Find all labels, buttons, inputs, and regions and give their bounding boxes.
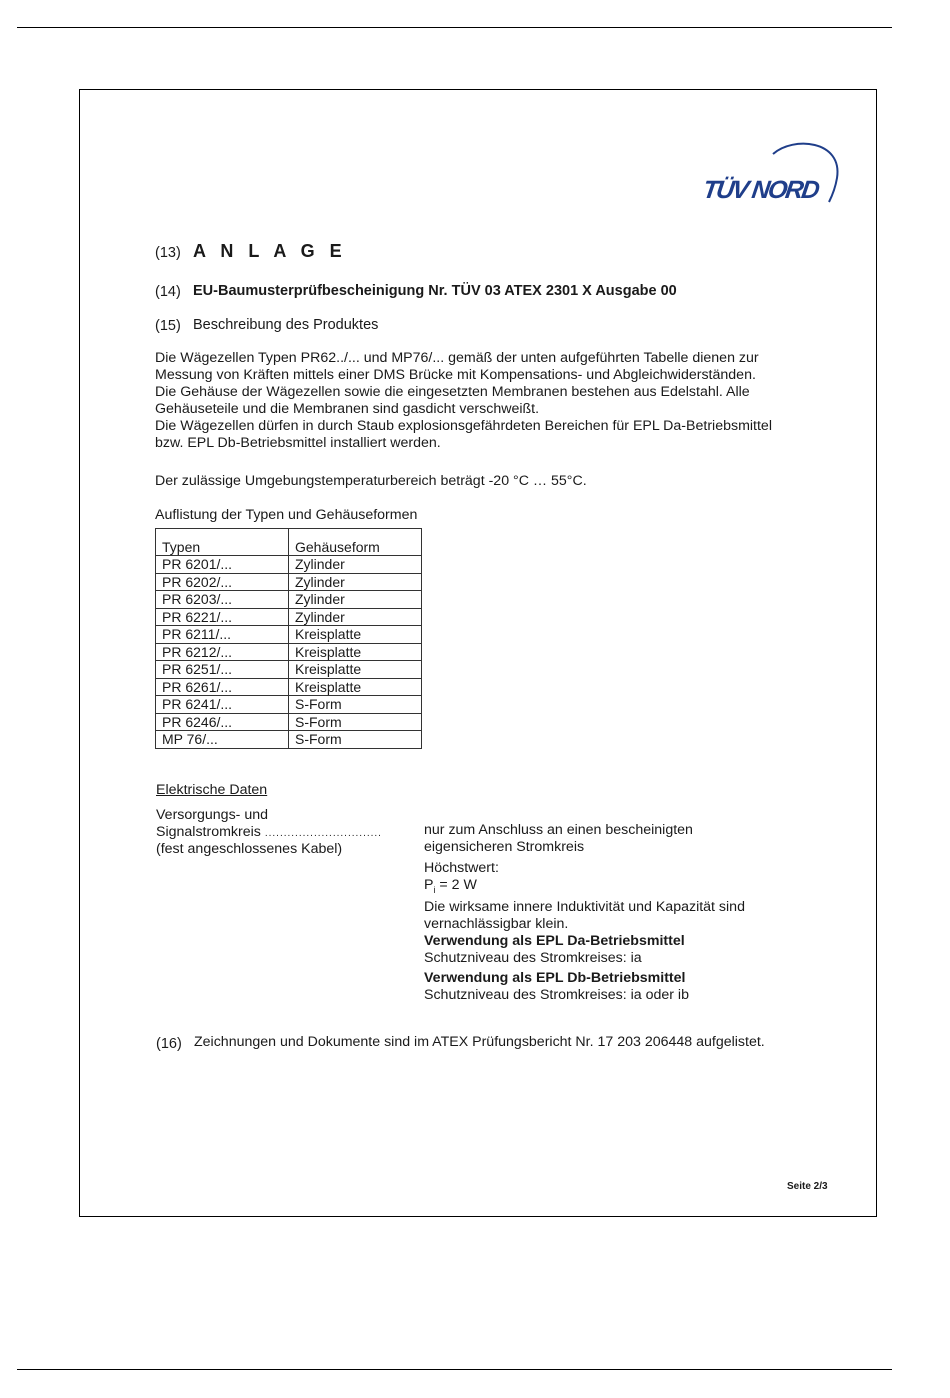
- table-row: [156, 713, 422, 731]
- table-cell: PR 6203/...: [156, 591, 289, 609]
- tuv-nord-logo: [703, 140, 843, 210]
- da-title: Verwendung als EPL Da-Betriebsmittel: [424, 932, 685, 949]
- max-label: Höchstwert:: [424, 860, 499, 876]
- table-cell: PR 6212/...: [156, 643, 289, 661]
- section14-title: EU-Baumusterprüfbescheinigung Nr. TÜV 03 ATEX 2301 X Ausgabe 00: [193, 283, 677, 299]
- value-line: eigensicheren Stromkreis: [424, 839, 585, 855]
- table-cell: PR 6201/...: [156, 556, 289, 574]
- section13-title: A N L A G E: [193, 241, 347, 261]
- table-cell: S-Form: [289, 713, 422, 731]
- value-line: nur zum Anschluss an einen bescheinigten: [424, 822, 693, 838]
- table-row: [156, 591, 422, 609]
- section15-number: (15): [155, 318, 181, 334]
- table-row: [156, 573, 422, 591]
- db-title: Verwendung als EPL Db-Betriebsmittel: [424, 969, 686, 986]
- table-row: [156, 696, 422, 714]
- table-row: [156, 678, 422, 696]
- section16-number: (16): [156, 1036, 182, 1052]
- temperature-text: Der zulässige Umgebungstemperaturbereich beträgt -20 °C … 55°C.: [155, 473, 587, 489]
- table-row: [156, 661, 422, 679]
- table-cell: Kreisplatte: [289, 626, 422, 644]
- table-cell: Zylinder: [289, 591, 422, 609]
- electrical-label-line2: [156, 824, 382, 842]
- table-cell: Zylinder: [289, 556, 422, 574]
- description-line: Die Wägezellen dürfen in durch Staub explosionsgefährdeten Bereichen für EPL Da-Betriebsmittel: [155, 418, 772, 434]
- table-row: [156, 556, 422, 574]
- table-cell: S-Form: [289, 731, 422, 749]
- power-subscript: i: [433, 884, 436, 895]
- electrical-label-line3: (fest angeschlossenes Kabel): [156, 841, 343, 857]
- bottom-rule: [17, 1369, 892, 1370]
- description-line: Gehäuseteile und die Membranen sind gasdicht verschweißt.: [155, 401, 540, 417]
- table-cell: Zylinder: [289, 608, 422, 626]
- power-symbol: P: [424, 877, 434, 893]
- table-cell: Kreisplatte: [289, 678, 422, 696]
- section13-number: (13): [155, 245, 181, 261]
- section15-title: Beschreibung des Produktes: [193, 317, 379, 333]
- db-level: Schutzniveau des Stromkreises: ia oder ib: [424, 986, 689, 1003]
- description-line: Die Wägezellen Typen PR62../... und MP76/... gemäß der unten aufgeführten Tabelle dienen zur: [155, 350, 759, 366]
- description-line: Die Gehäuse der Wägezellen sowie die eingesetzten Membranen bestehen aus Edelstahl. Alle: [155, 384, 750, 400]
- logo-text: TÜV NORD: [701, 176, 820, 204]
- table-cell: PR 6246/...: [156, 713, 289, 731]
- section14-number: (14): [155, 284, 181, 300]
- table-header-cell: Gehäuseform: [289, 529, 422, 556]
- electrical-label-line1: Versorgungs- und: [156, 807, 268, 823]
- power-amount: = 2 W: [435, 877, 477, 893]
- table-cell: Zylinder: [289, 573, 422, 591]
- da-level: Schutzniveau des Stromkreises: ia: [424, 949, 642, 966]
- table-cell: PR 6221/...: [156, 608, 289, 626]
- table-row: [156, 626, 422, 644]
- table-cell: S-Form: [289, 696, 422, 714]
- table-cell: PR 6202/...: [156, 573, 289, 591]
- table-cell: PR 6251/...: [156, 661, 289, 679]
- table-cell: PR 6261/...: [156, 678, 289, 696]
- circuit-label: Signalstromkreis: [156, 824, 261, 840]
- section16-text: Zeichnungen und Dokumente sind im ATEX Prüfungsbericht Nr. 17 203 206448 aufgelistet.: [194, 1034, 765, 1050]
- note-line: Die wirksame innere Induktivität und Kapazität sind: [424, 898, 745, 915]
- electrical-values: [424, 822, 745, 1004]
- top-rule: [17, 27, 892, 28]
- table-header-cell: Typen: [156, 529, 289, 556]
- table-row: [156, 643, 422, 661]
- types-table: [155, 528, 422, 749]
- page-number: Seite 2/3: [787, 1181, 828, 1192]
- power-value: [424, 877, 745, 899]
- table-caption: Auflistung der Typen und Gehäuseformen: [155, 507, 418, 523]
- table-row: [156, 731, 422, 749]
- table-header-row: [156, 529, 422, 556]
- description-line: bzw. EPL Db-Betriebsmittel installiert werden.: [155, 435, 441, 451]
- table-cell: Kreisplatte: [289, 661, 422, 679]
- table-cell: Kreisplatte: [289, 643, 422, 661]
- table-cell: MP 76/...: [156, 731, 289, 749]
- table-cell: PR 6241/...: [156, 696, 289, 714]
- table-cell: PR 6211/...: [156, 626, 289, 644]
- note-line: vernachlässigbar klein.: [424, 915, 569, 932]
- table-row: [156, 608, 422, 626]
- electrical-heading: Elektrische Daten: [156, 782, 268, 798]
- description-line: Messung von Kräften mittels einer DMS Brücke mit Kompensations- und Abgleichwiderständen.: [155, 367, 756, 383]
- leader-dots: ...............................: [264, 828, 382, 839]
- description-paragraph: [155, 350, 772, 452]
